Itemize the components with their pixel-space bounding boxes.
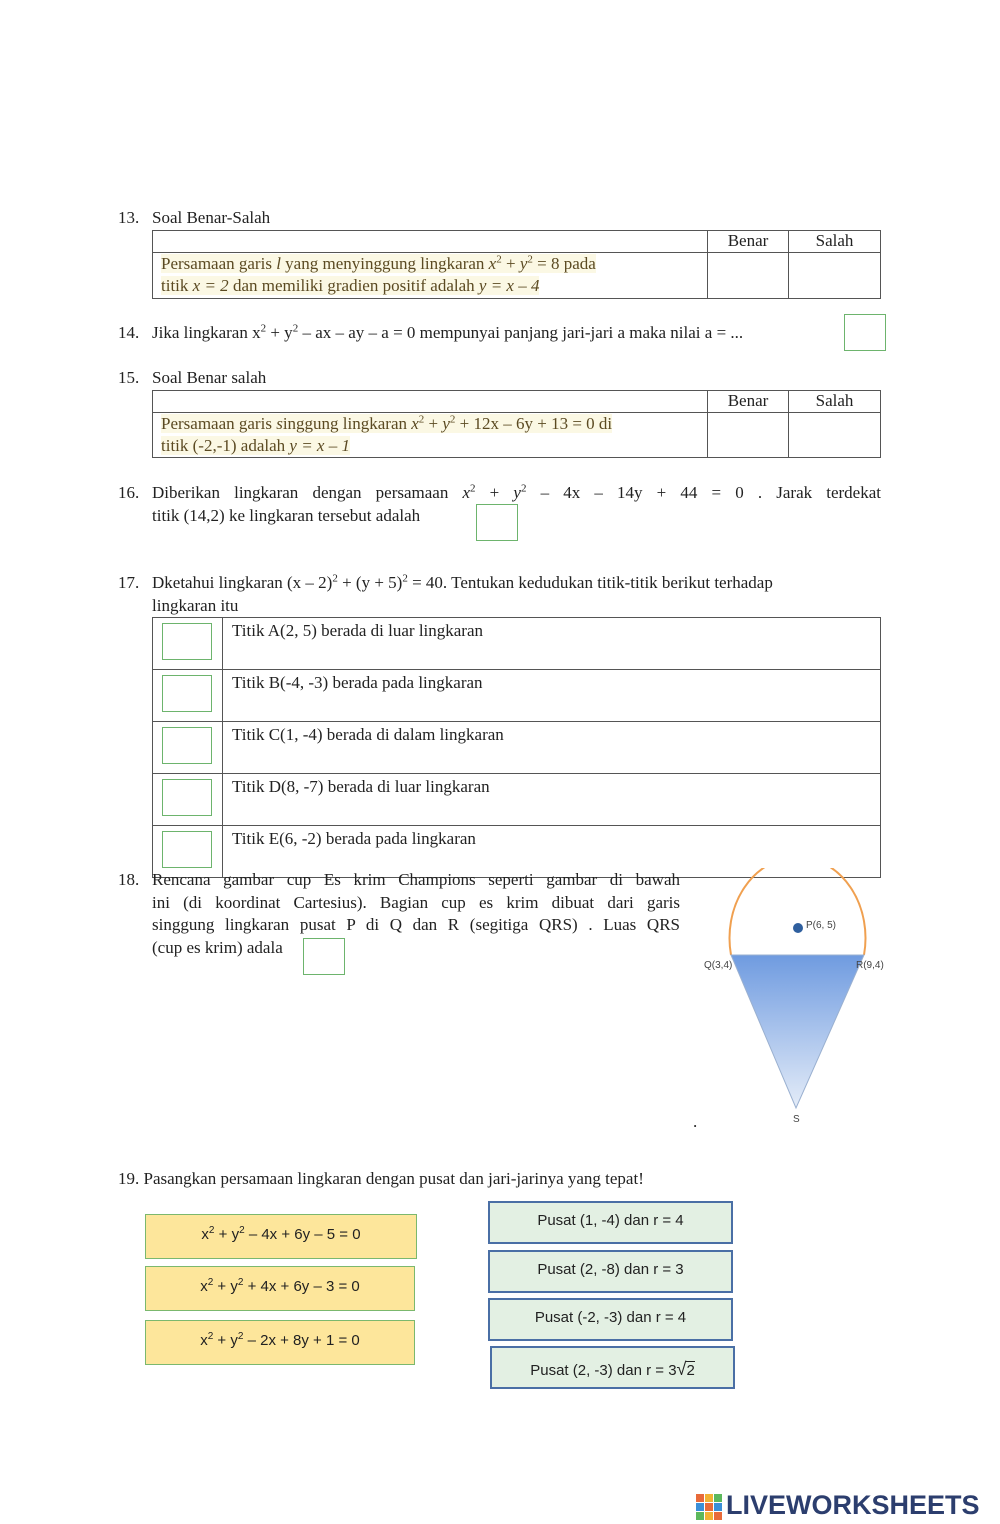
logo-grid-icon <box>696 1494 722 1520</box>
answer-card-1[interactable]: Pusat (1, -4) dan r = 4 <box>488 1201 733 1244</box>
q17-answer-e[interactable] <box>162 831 212 868</box>
answer-card-3[interactable]: Pusat (-2, -3) dan r = 4 <box>488 1298 733 1341</box>
q18-dot: . <box>693 1112 698 1131</box>
ice-cream-cup-diagram <box>690 868 900 1128</box>
q13-benar-cell[interactable] <box>708 253 789 299</box>
label-p: P(6, 5) <box>806 920 837 931</box>
q16-number: 16. <box>118 483 140 502</box>
q15-col-salah: Salah <box>789 391 881 413</box>
q15-number: 15. <box>118 368 140 387</box>
q15-benar-cell[interactable] <box>708 413 789 458</box>
q18-answer-input[interactable] <box>303 938 345 975</box>
q17-item-d: Titik D(8, -7) berada di luar lingkaran <box>223 774 881 826</box>
q18-line2: ini (di koordinat Cartesius). Bagian cup es krim dibuat dari garis <box>152 893 680 912</box>
label-r: R(9,4) <box>856 960 884 971</box>
q17-item-a: Titik A(2, 5) berada di luar lingkaran <box>223 618 881 670</box>
q18-line1: Rencana gambar cup Es krim Champions seperti gambar di bawah <box>152 870 680 889</box>
q18-number: 18. <box>118 870 140 889</box>
equation-card-2[interactable]: $x^2 + y^2 + 4x + 6y - 3 = 0$ <box>145 1266 415 1311</box>
equation-card-3[interactable]: $x^2 + y^2 - 2x + 8y + 1 = 0$ <box>145 1320 415 1365</box>
q18-line3: singgung lingkaran pusat P di Q dan R (segitiga QRS) . Luas QRS <box>152 915 680 934</box>
q15-col-benar: Benar <box>708 391 789 413</box>
q17-row-a <box>153 618 881 670</box>
liveworksheets-logo <box>696 1490 980 1521</box>
q17-row-d <box>153 774 881 826</box>
q17-item-c: Titik C(1, -4) berada di dalam lingkaran <box>223 722 881 774</box>
q17-number: 17. <box>118 573 140 592</box>
answer-card-2[interactable]: Pusat (2, -8) dan r = 3 <box>488 1250 733 1293</box>
q14-answer-input[interactable] <box>844 314 886 351</box>
q17-row-b <box>153 670 881 722</box>
label-q: Q(3,4) <box>704 960 733 971</box>
q17-row-c <box>153 722 881 774</box>
q13-statement: Persamaan garis l yang menyinggung lingkaran $x^2 + y^2 = 8$ pada titik x = 2 dan memiliki gradien positif adalah y = x – 4 <box>153 253 708 299</box>
q15-table <box>152 390 881 458</box>
q13-number: 13. <box>118 208 140 227</box>
q17-answer-a[interactable] <box>162 623 212 660</box>
center-point-p <box>793 923 803 933</box>
q17-answer-b[interactable] <box>162 675 212 712</box>
label-s: S <box>793 1114 800 1125</box>
q16-answer-input[interactable] <box>476 504 518 541</box>
logo-text: LIVEWORKSHEETS <box>726 1490 980 1520</box>
q13-col-benar: Benar <box>708 231 789 253</box>
q17-table <box>152 617 881 878</box>
q17-line2: lingkaran itu <box>152 596 239 615</box>
q14-text: Jika lingkaran $x^2 + y^2$ – ax – ay – a = 0 mempunyai panjang jari-jari a maka nilai a = ... <box>152 322 744 342</box>
q16-line2: titik (14,2) ke lingkaran tersebut adalah <box>152 506 421 525</box>
q19-title: 19. Pasangkan persamaan lingkaran dengan pusat dan jari-jarinya yang tepat! <box>118 1169 644 1188</box>
circle-arc <box>730 868 866 955</box>
q17-answer-c[interactable] <box>162 727 212 764</box>
q13-salah-cell[interactable] <box>789 253 881 299</box>
q17-item-e: Titik E(6, -2) berada pada lingkaran <box>223 826 881 878</box>
q16-line1: Diberikan lingkaran dengan persamaan $x^2 + y^2 - 4x - 14y + 44 = 0$ . Jarak terdekat <box>152 482 882 502</box>
q13-table <box>152 230 881 299</box>
q18-line4: (cup es krim) adala <box>152 938 283 957</box>
q13-col-salah: Salah <box>789 231 881 253</box>
q15-statement: Persamaan garis singgung lingkaran $x^2 + y^2 + 12x - 6y + 13 = 0$ di titik (-2,-1) adalah y = x – 1 <box>153 413 708 458</box>
answer-card-4[interactable]: Pusat (2, -3) dan r = 3√2 <box>490 1346 735 1389</box>
q17-answer-d[interactable] <box>162 779 212 816</box>
q17-item-b: Titik B(-4, -3) berada pada lingkaran <box>223 670 881 722</box>
q15-title: Soal Benar salah <box>152 368 267 387</box>
cup-triangle <box>731 955 864 1108</box>
q13-title: Soal Benar-Salah <box>152 208 271 227</box>
equation-card-1[interactable]: $x^2 + y^2 - 4x + 6y - 5 = 0$ <box>145 1214 417 1259</box>
q15-salah-cell[interactable] <box>789 413 881 458</box>
q17-line1: Dketahui lingkaran $(x - 2)^2 + (y + 5)^2 = 40$. Tentukan kedudukan titik-titik berikut terhadap <box>152 572 773 592</box>
q14-number: 14. <box>118 323 140 342</box>
